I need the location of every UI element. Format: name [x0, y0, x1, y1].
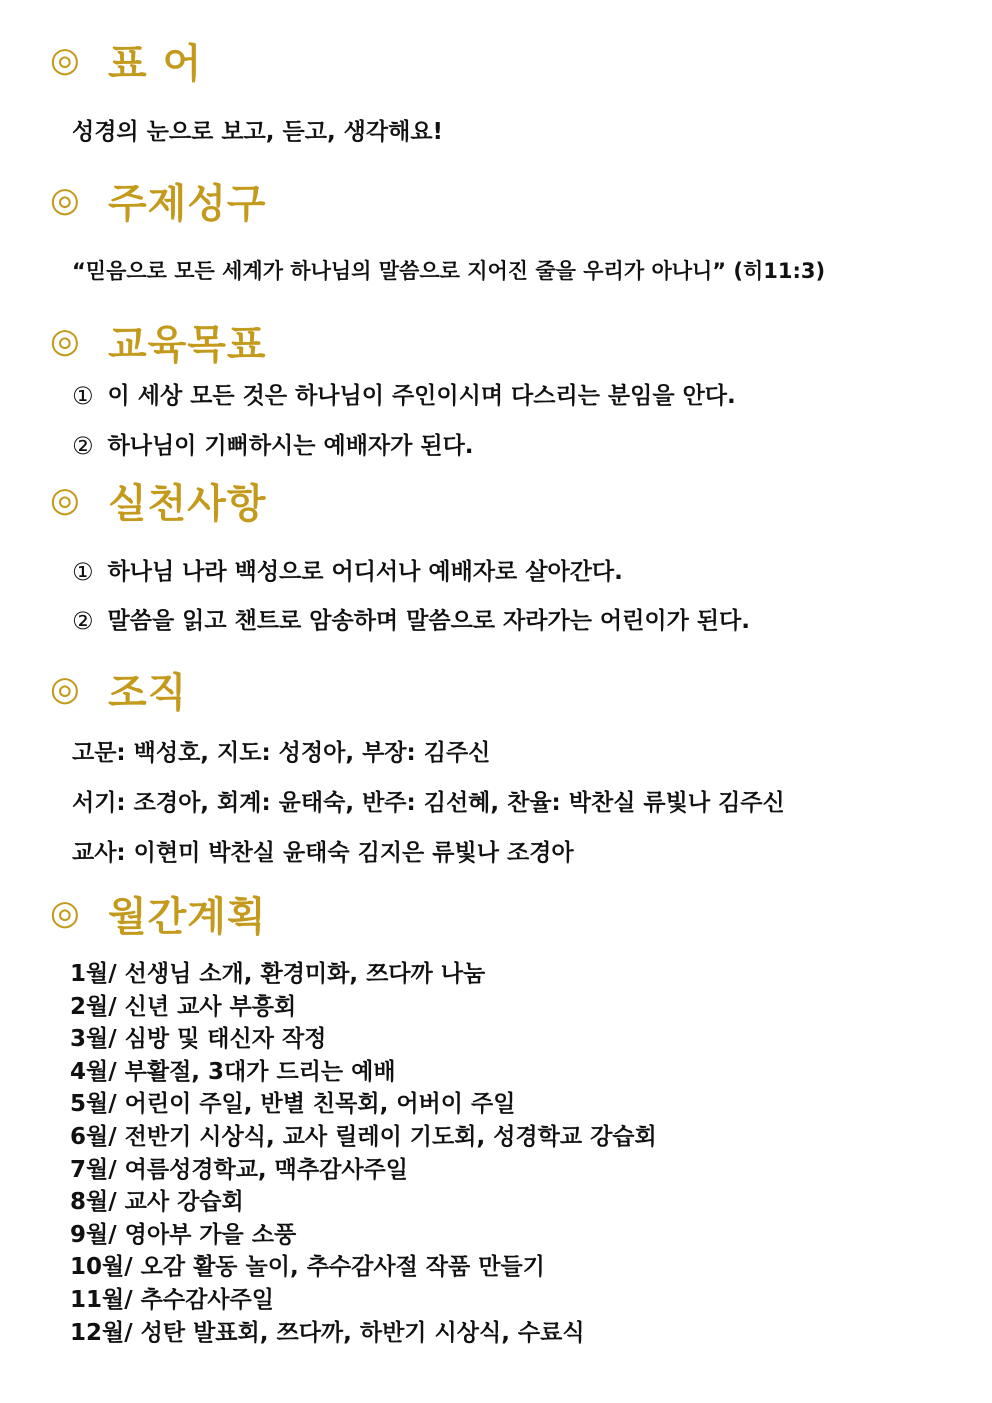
goal-item [72, 380, 736, 412]
goal-item [72, 430, 474, 462]
section-heading-monthly [50, 883, 267, 943]
monthly-plan-item: 4월/ 부활절, 3대가 드리는 예배 [70, 1058, 396, 1085]
section-title: 월간계획 [108, 893, 267, 940]
double-circle-icon: ◎ [50, 893, 80, 933]
section-title: 교육목표 [108, 321, 267, 368]
organization-line: 서기: 조경아, 회계: 윤태숙, 반주: 김선혜, 찬율: 박찬실 류빛나 김주신 [72, 790, 785, 816]
section-title: 조직 [108, 669, 188, 716]
monthly-plan-item: 9월/ 영아부 가을 소풍 [70, 1221, 297, 1248]
circled-number: ① [72, 558, 94, 586]
monthly-plan-item: 7월/ 여름성경학교, 맥추감사주일 [70, 1156, 408, 1183]
section-heading-organization [50, 659, 187, 719]
monthly-plan-item: 5월/ 어린이 주일, 반별 친목회, 어버이 주일 [70, 1091, 516, 1118]
circled-number: ② [72, 432, 94, 460]
organization-line: 교사: 이현미 박찬실 윤태숙 김지은 류빛나 조경아 [72, 840, 574, 866]
double-circle-icon: ◎ [50, 321, 80, 361]
section-heading-practice [50, 470, 267, 530]
organization-line: 고문: 백성호, 지도: 성정아, 부장: 김주신 [72, 740, 491, 766]
double-circle-icon: ◎ [50, 480, 80, 520]
monthly-plan-item: 8월/ 교사 강습회 [70, 1189, 244, 1216]
section-heading-goals [50, 311, 267, 371]
monthly-plan-item: 1월/ 선생님 소개, 환경미화, 쯔다까 나눔 [70, 961, 486, 987]
circled-number: ② [72, 607, 94, 635]
monthly-plan-item: 2월/ 신년 교사 부흥회 [70, 993, 297, 1020]
motto-text: 성경의 눈으로 보고, 듣고, 생각해요! [72, 119, 444, 145]
monthly-plan-item: 3월/ 심방 및 태신자 작정 [70, 1026, 327, 1053]
practice-text: 하나님 나라 백성으로 어디서나 예배자로 살아간다. [107, 559, 623, 585]
double-circle-icon: ◎ [50, 40, 80, 80]
goal-text: 하나님이 기뻐하시는 예배자가 된다. [107, 433, 474, 459]
section-title: 실천사항 [108, 480, 267, 527]
monthly-plan-item: 6월/ 전반기 시상식, 교사 릴레이 기도회, 성경학교 강습회 [70, 1123, 657, 1150]
section-title: 주제성구 [108, 180, 267, 227]
section-title: 표 어 [108, 40, 203, 87]
monthly-plan-item: 12월/ 성탄 발표회, 쯔다까, 하반기 시상식, 수료식 [70, 1319, 585, 1346]
monthly-plan-item: 10월/ 오감 활동 놀이, 추수감사절 작품 만들기 [70, 1254, 545, 1281]
section-heading-motto [50, 30, 202, 90]
monthly-plan-item: 11월/ 추수감사주일 [70, 1286, 274, 1313]
practice-item [72, 556, 623, 588]
monthly-plan-list [70, 958, 657, 1349]
verse-text: “믿음으로 모든 세계가 하나님의 말씀으로 지어진 줄을 우리가 아나니” (히11:3) [72, 259, 826, 283]
section-heading-verse [50, 170, 267, 230]
practice-text: 말씀을 읽고 챈트로 암송하며 말씀으로 자라가는 어린이가 된다. [107, 608, 750, 634]
double-circle-icon: ◎ [50, 669, 80, 709]
practice-item [72, 605, 750, 637]
goal-text: 이 세상 모든 것은 하나님이 주인이시며 다스리는 분임을 안다. [107, 383, 736, 409]
double-circle-icon: ◎ [50, 180, 80, 220]
circled-number: ① [72, 382, 94, 410]
